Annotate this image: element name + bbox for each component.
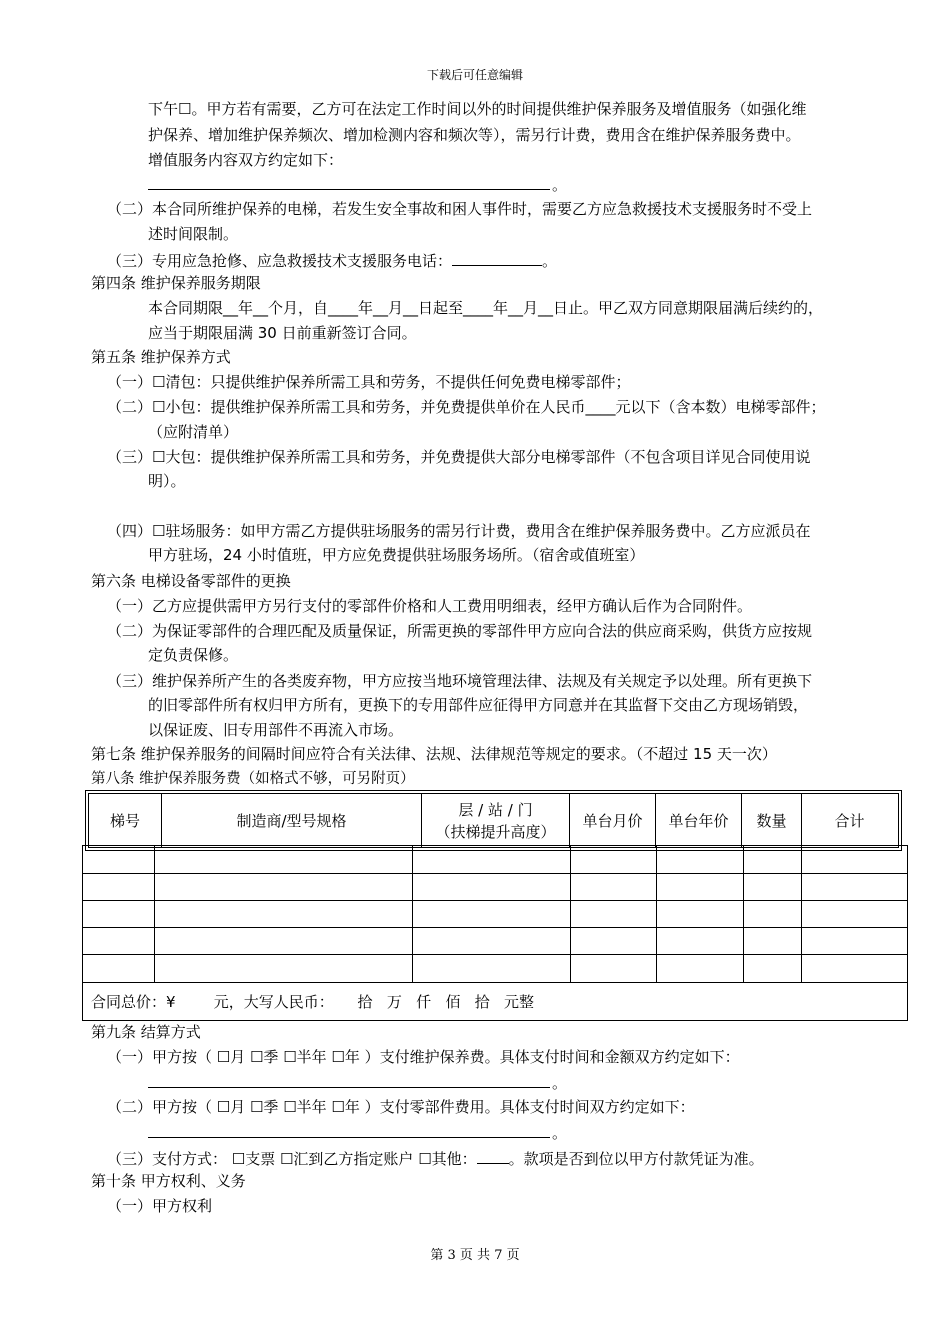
- text-line: （二）为保证零部件的合理匹配及质量保证，所需更换的零部件甲方应向合法的供应商采购，供货方应按规: [107, 622, 813, 640]
- text-period: 。: [552, 1124, 568, 1142]
- col-header-line: （扶梯提升高度）: [435, 822, 556, 841]
- col-header: 梯号: [109, 811, 140, 830]
- row-divider: [83, 927, 907, 928]
- col-divider: [412, 846, 413, 983]
- col-header: 单台年价: [655, 794, 741, 847]
- text-line: 述时间限制。: [148, 225, 239, 243]
- fill-in-blank[interactable]: [148, 1137, 550, 1138]
- text-line: （一）甲方权利: [107, 1197, 213, 1215]
- option-line[interactable]: （二）甲方按（ ☐月 ☐季 ☐半年 ☐年 ）支付零部件费用。具体支付时间双方约定如下：: [107, 1098, 695, 1116]
- option-line[interactable]: （一）甲方按（ ☐月 ☐季 ☐半年 ☐年 ）支付维护保养费。具体支付时间和金额双方约定如下：: [107, 1048, 740, 1066]
- col-header: 数量: [741, 794, 801, 847]
- option-line[interactable]: （三）☐大包：提供维护保养所需工具和劳务，并免费提供大部分电梯零部件（不包含项目详见合同使用说: [107, 448, 811, 466]
- row-divider: [83, 873, 907, 874]
- payment-options[interactable]: （三）支付方式： ☐支票 ☐汇到乙方指定账户 ☐其他：: [107, 1150, 477, 1168]
- phone-blank[interactable]: [452, 250, 542, 266]
- col-header: 单台月价: [569, 794, 655, 847]
- text-period: 。: [552, 176, 568, 194]
- phone-label: （三）专用应急抢修、应急救援技术支援服务电话：: [107, 252, 453, 270]
- text-line: 应当于期限届满 30 日前重新签订合同。: [148, 324, 417, 342]
- option-line[interactable]: （四）☐驻场服务：如甲方需乙方提供驻场服务的需另行计费，费用含在维护保养服务费中。乙方应派员在: [107, 522, 811, 540]
- text-line: 下午☐。甲方若有需要，乙方可在法定工作时间以外的时间提供维护保养服务及增值服务（如强化维: [148, 100, 807, 118]
- text-line: （一）乙方应提供需甲方另行支付的零部件价格和人工费用明细表，经甲方确认后作为合同附件。: [107, 597, 753, 615]
- row-divider: [83, 954, 907, 955]
- col-divider: [570, 846, 571, 983]
- section-heading: 第六条 电梯设备零部件的更换: [91, 572, 291, 590]
- fill-in-blank[interactable]: [148, 1087, 550, 1088]
- section-heading: 第九条 结算方式: [91, 1023, 201, 1041]
- contract-total: 合同总价：¥ 元，大写人民币： 拾 万 仟 佰 拾 元整: [91, 993, 535, 1011]
- fill-in-blank[interactable]: [148, 189, 550, 190]
- col-header: 制造商/型号规格: [161, 794, 421, 847]
- text-period: 。: [552, 1074, 568, 1092]
- text-line: 明）。: [148, 472, 186, 490]
- col-divider: [656, 846, 657, 983]
- option-line[interactable]: （一）☐清包：只提供维护保养所需工具和劳务，不提供任何免费电梯零部件；: [107, 373, 631, 391]
- section-heading: 第十条 甲方权利、义务: [91, 1172, 246, 1190]
- fee-table-header: [88, 793, 899, 848]
- text-line: （二）本合同所维护保养的电梯，若发生安全事故和困人事件时，需要乙方应急救援技术支援服务时不受上: [107, 200, 813, 218]
- text-line: [107, 250, 557, 270]
- col-divider: [743, 846, 744, 983]
- option-line[interactable]: （二）☐小包：提供维护保养所需工具和劳务，并免费提供单价在人民币____元以下（含本数）电梯零部件；: [107, 398, 826, 416]
- page-header: 下载后可任意编辑: [426, 68, 523, 82]
- text-line: （三）维护保养所产生的各类废弃物，甲方应按当地环境管理法律、法规及有关规定予以处理。所有更换下: [107, 672, 813, 690]
- text-line: 本合同期限__年__个月，自____年__月__日起至____年__月__日止。甲乙双方同意期限届满后续约的，: [148, 299, 824, 317]
- text-line: 以保证废、旧专用部件不再流入市场。: [148, 721, 404, 739]
- text-line: 的旧零部件所有权归甲方所有，更换下的专用部件应征得甲方同意并在其监督下交由乙方现场销毁，: [148, 696, 809, 714]
- section-heading: 第七条 维护保养服务的间隔时间应符合有关法律、法规、法律规范等规定的要求。（不超过 15 天一次）: [91, 745, 777, 763]
- col-header-line: 层 / 站 / 门: [458, 800, 533, 819]
- section-heading: 第五条 维护保养方式: [91, 348, 231, 366]
- col-header: 合计: [801, 794, 897, 847]
- payment-method-line: [107, 1148, 764, 1168]
- col-header-floors: [421, 794, 569, 847]
- col-divider: [154, 846, 155, 983]
- text-period: 。: [542, 252, 558, 270]
- col-divider: [801, 846, 802, 983]
- other-blank[interactable]: [477, 1148, 509, 1164]
- text-line: 增值服务内容双方约定如下：: [148, 151, 344, 169]
- text-line: 护保养、增加维护保养频次、增加检测内容和频次等），需另行计费，费用含在维护保养服务费中。: [148, 126, 801, 144]
- text-line: （应附清单）: [148, 423, 239, 441]
- page-footer: 第 3 页 共 7 页: [430, 1248, 520, 1263]
- section-heading: 第四条 维护保养服务期限: [91, 274, 261, 292]
- row-divider: [83, 982, 907, 983]
- text-line: 定负责保修。: [148, 646, 239, 664]
- fee-table-body[interactable]: [82, 845, 908, 1021]
- text-line: 甲方驻场，24 小时值班，甲方应免费提供驻场服务场所。（宿舍或值班室）: [148, 546, 645, 564]
- section-heading: 第八条 维护保养服务费（如格式不够，可另附页）: [91, 771, 415, 787]
- payment-note: 。款项是否到位以甲方付款凭证为准。: [508, 1150, 764, 1168]
- row-divider: [83, 900, 907, 901]
